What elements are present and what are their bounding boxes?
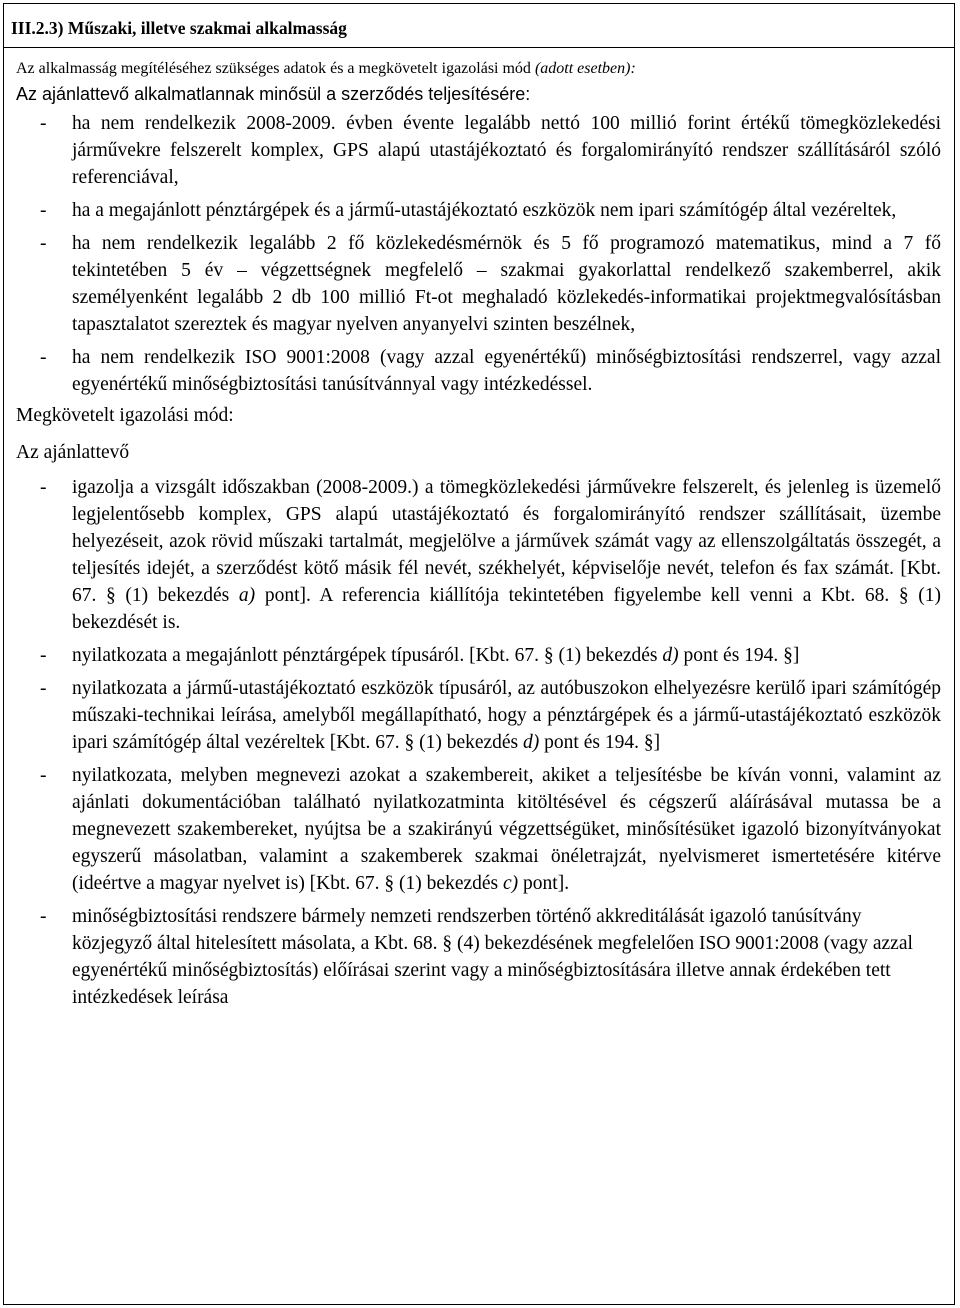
list-item-text: nyilatkozata a megajánlott pénztárgépek típusáról. [Kbt. 67. § (1) bekezdés xyxy=(72,645,663,666)
dash-bullet: - xyxy=(40,678,47,699)
list-item-text-end: pont]. xyxy=(518,873,570,894)
bidder-label: Az ajánlattevő xyxy=(16,442,130,463)
list-item-text: ha a megajánlott pénztárgépek és a jármű-utastájékoztató eszközök nem ipari számítógép által vezéreltek, xyxy=(72,200,897,221)
list-item-italic: a) xyxy=(238,585,256,606)
list-item-text: minőségbiztosítási rendszere bármely nemzeti rendszerben történő akkreditálását igazoló tanúsítvány közjegyző által hitelesített másolata, a Kbt. 68. § (4) bekezdésének megfelelően ISO 9001:2008 (vagy azzal egyenértékű minőségbiztosítás) előírásai szerint vagy a minőségbiztosítására illetve annak érdekében tett intézkedések leírása xyxy=(72,906,913,1008)
dash-bullet: - xyxy=(40,645,47,666)
list-item xyxy=(16,474,941,636)
proof-list xyxy=(16,474,941,1011)
list-item xyxy=(16,197,941,224)
dash-bullet: - xyxy=(40,765,47,786)
list-item-text: nyilatkozata, melyben megnevezi azokat a szakembereit, akiket a teljesítésbe be kíván vonni, valamint az ajánlati dokumentációban található nyilatkozatminta kitöltésével és cégszerű aláírásával mutassa be a megnevezett szakembereket, nyújtsa be a szakirányú végzettségüket, minősítésüket igazoló bizonyítványokat egyszerű másolatban, valamint a szakemberek szakmai önéletrajzát, nyelvismeret ismertetésére kitérve (ideértve a magyar nyelvet is) [Kbt. 67. § (1) bekezdés xyxy=(72,765,941,894)
list-item-italic: c) xyxy=(503,873,519,894)
list-item-italic: d) xyxy=(523,732,540,753)
dash-bullet: - xyxy=(40,113,47,134)
list-item xyxy=(16,762,941,897)
list-item-text: ha nem rendelkezik legalább 2 fő közlekedésmérnök és 5 fő programozó matematikus, mind a 7 fő tekintetében 5 év – végzettségnek megfelelő – szakmai gyakorlattal rendelkező szakemberrel, akik személyenként legalább 2 db 100 millió Ft-ot meghaladó közlekedés-informatikai projektmegvalósításban tapasztalatot szereztek és magyar nyelven anyanyelvi szinten beszélnek, xyxy=(72,233,941,335)
dash-bullet: - xyxy=(40,200,47,221)
list-item-text: igazolja a vizsgált időszakban (2008-2009.) a tömegközlekedési járművekre felszerelt, és jelenleg is üzemelő legjelentősebb komplex, GPS alapú utastájékoztató és forgalomirányító rendszer szállításait, üzembe helyezéseit, azok rövid műszaki tartalmát, megjelölve a járművek számát vagy az ellenszolgáltatás összegét, a teljesítés idejét, a szerződést kötő másik fél nevét, székhelyét, képviselője nevét, telefon és fax számát. [Kbt. 67. § (1) bekezdés xyxy=(72,477,941,606)
intro-text: Az alkalmasság megítéléséhez szükséges adatok és a megkövetelt igazolási mód xyxy=(16,60,535,77)
list-item-text: ha nem rendelkezik ISO 9001:2008 (vagy azzal egyenértékű) minőségbiztosítási rendszerrel, vagy azzal egyenértékű minőségbiztosítási tanúsítvánnyal vagy intézkedéssel. xyxy=(72,347,941,395)
list-item-italic: d) xyxy=(662,645,679,666)
list-item-text-end: pont]. A referencia kiállítója tekintetében figyelembe kell venni a Kbt. 68. § (1) bekezdését is. xyxy=(72,585,941,633)
list-item xyxy=(16,110,941,191)
proof-heading: Megkövetelt igazolási mód: xyxy=(16,405,234,426)
list-item xyxy=(16,903,941,1011)
list-item-text-end: pont és 194. §] xyxy=(678,645,800,666)
unfit-list xyxy=(16,110,941,398)
list-item-text-end: pont és 194. §] xyxy=(539,732,661,753)
dash-bullet: - xyxy=(40,477,47,498)
dash-bullet: - xyxy=(40,906,47,927)
list-item xyxy=(16,642,941,669)
intro-italic: (adott esetben): xyxy=(534,60,636,77)
list-item-text: ha nem rendelkezik 2008-2009. évben évente legalább nettó 100 millió forint értékű tömegközlekedési járművekre felszerelt komplex, GPS alapú utastájékoztató és forgalomirányító rendszer szállításáról szóló referenciával, xyxy=(72,113,941,188)
section-frame xyxy=(3,3,955,1305)
list-item xyxy=(16,344,941,398)
list-item-text: nyilatkozata a jármű-utastájékoztató eszközök típusáról, az autóbuszokon elhelyezésre kerülő ipari számítógép műszaki-technikai leírása, amelyből megállapítható, hogy a pénztárgépek és a jármű-utastájékoztató eszközök ipari számítógép által vezéreltek [Kbt. 67. § (1) bekezdés xyxy=(72,678,941,753)
dash-bullet: - xyxy=(40,347,47,368)
dash-bullet: - xyxy=(40,233,47,254)
unfit-heading: Az ajánlattevő alkalmatlannak minősül a szerződés teljesítésére: xyxy=(16,84,531,104)
intro-line xyxy=(16,58,941,80)
section-title: III.2.3) Műszaki, illetve szakmai alkalmasság xyxy=(4,4,954,48)
section-body xyxy=(4,48,954,1011)
list-item xyxy=(16,675,941,756)
list-item xyxy=(16,230,941,338)
